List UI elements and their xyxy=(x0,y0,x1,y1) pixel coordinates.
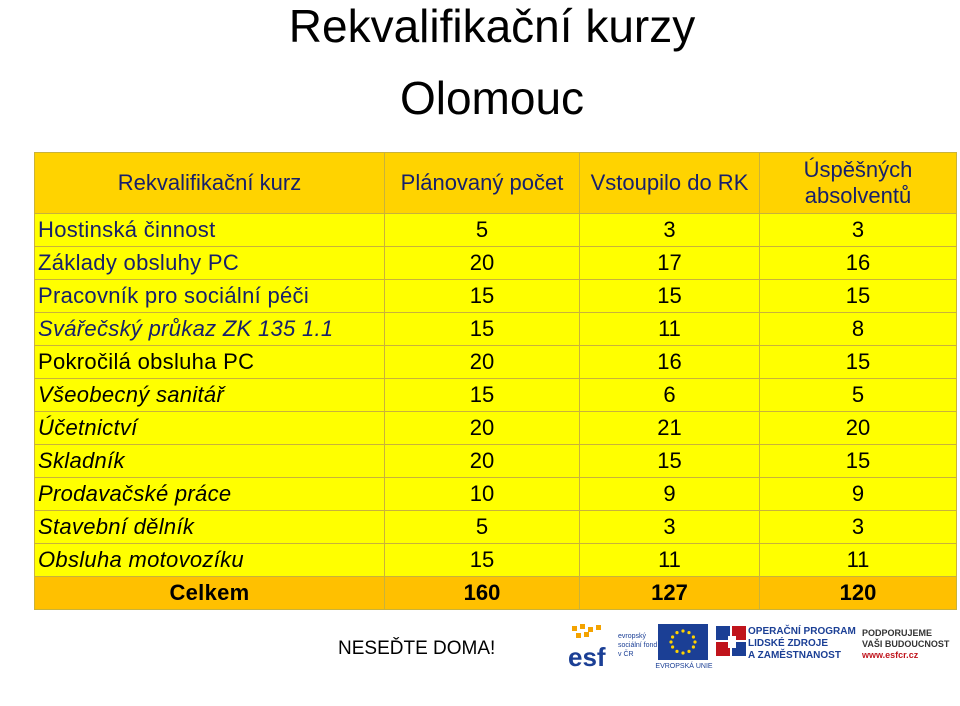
entered-cell: 6 xyxy=(580,379,760,412)
graduates-cell: 16 xyxy=(760,247,957,280)
entered-cell: 11 xyxy=(580,544,760,577)
graduates-cell: 15 xyxy=(760,445,957,478)
support-line1: PODPORUJEME xyxy=(862,628,933,638)
header-planned: Plánovaný počet xyxy=(385,153,580,214)
svg-text:esf: esf xyxy=(568,642,606,672)
eu-flag-icon xyxy=(658,624,708,660)
graduates-cell: 5 xyxy=(760,379,957,412)
graduates-cell: 15 xyxy=(760,346,957,379)
planned-cell: 5 xyxy=(385,214,580,247)
graduates-cell: 3 xyxy=(760,511,957,544)
course-name-cell: Účetnictví xyxy=(35,412,385,445)
graduates-cell: 15 xyxy=(760,280,957,313)
planned-cell: 20 xyxy=(385,445,580,478)
total-label: Celkem xyxy=(35,577,385,610)
course-name-cell: Skladník xyxy=(35,445,385,478)
course-name-cell: Prodavačské práce xyxy=(35,478,385,511)
op-line2: LIDSKÉ ZDROJE xyxy=(748,638,829,649)
support-text xyxy=(862,628,960,661)
planned-cell: 10 xyxy=(385,478,580,511)
esf-caption: evropský sociální fond v ČR xyxy=(618,633,658,658)
course-name-cell: Základy obsluhy PC xyxy=(35,247,385,280)
graduates-cell: 3 xyxy=(760,214,957,247)
header-entered: Vstoupilo do RK xyxy=(580,153,760,214)
entered-cell: 15 xyxy=(580,445,760,478)
table-row xyxy=(35,544,957,577)
table-row xyxy=(35,412,957,445)
op-line3: A ZAMĚSTNANOST xyxy=(748,650,841,661)
course-name-cell: Svářečský průkaz ZK 135 1.1 xyxy=(35,313,385,346)
entered-cell: 9 xyxy=(580,478,760,511)
planned-cell: 15 xyxy=(385,544,580,577)
entered-cell: 16 xyxy=(580,346,760,379)
graduates-cell: 9 xyxy=(760,478,957,511)
planned-cell: 15 xyxy=(385,280,580,313)
entered-cell: 17 xyxy=(580,247,760,280)
table-row xyxy=(35,247,957,280)
planned-cell: 20 xyxy=(385,346,580,379)
course-name-cell: Stavební dělník xyxy=(35,511,385,544)
course-name-cell: Pracovník pro sociální péči xyxy=(35,280,385,313)
support-url: www.esfcr.cz xyxy=(862,650,919,660)
table-header-row xyxy=(35,153,957,214)
entered-cell: 15 xyxy=(580,280,760,313)
total-row xyxy=(35,577,957,610)
support-line2: VAŠI BUDOUCNOST xyxy=(862,639,950,649)
tagline: NESEĎTE DOMA! xyxy=(338,638,496,659)
planned-cell: 5 xyxy=(385,511,580,544)
total-graduates: 120 xyxy=(760,577,957,610)
entered-cell: 3 xyxy=(580,511,760,544)
graduates-cell: 20 xyxy=(760,412,957,445)
table-row xyxy=(35,346,957,379)
table-row xyxy=(35,313,957,346)
page-subtitle: Olomouc xyxy=(399,72,585,124)
graduates-cell: 11 xyxy=(760,544,957,577)
header-graduates: Úspěšných absolventů xyxy=(760,153,957,214)
sponsor-logos xyxy=(566,620,960,680)
course-name-cell: Všeobecný sanitář xyxy=(35,379,385,412)
header-course: Rekvalifikační kurz xyxy=(35,153,385,214)
planned-cell: 20 xyxy=(385,412,580,445)
eu-label: EVROPSKÁ UNIE xyxy=(655,663,713,670)
esf-logo-icon xyxy=(566,622,618,674)
op-lzz-icon xyxy=(716,626,748,658)
table-row xyxy=(35,511,957,544)
course-name-cell: Pokročilá obsluha PC xyxy=(35,346,385,379)
op-lzz-text xyxy=(748,626,868,662)
total-planned: 160 xyxy=(385,577,580,610)
entered-cell: 11 xyxy=(580,313,760,346)
planned-cell: 15 xyxy=(385,379,580,412)
planned-cell: 20 xyxy=(385,247,580,280)
course-name-cell: Obsluha motovozíku xyxy=(35,544,385,577)
entered-cell: 21 xyxy=(580,412,760,445)
table-row xyxy=(35,280,957,313)
graduates-cell: 8 xyxy=(760,313,957,346)
table-row xyxy=(35,478,957,511)
course-name-cell: Hostinská činnost xyxy=(35,214,385,247)
total-entered: 127 xyxy=(580,577,760,610)
op-line1: OPERAČNÍ PROGRAM xyxy=(748,626,856,637)
page-title: Rekvalifikační kurzy xyxy=(288,0,696,52)
table-row xyxy=(35,214,957,247)
courses-table xyxy=(34,152,957,610)
table-row xyxy=(35,445,957,478)
planned-cell: 15 xyxy=(385,313,580,346)
entered-cell: 3 xyxy=(580,214,760,247)
table-row xyxy=(35,379,957,412)
